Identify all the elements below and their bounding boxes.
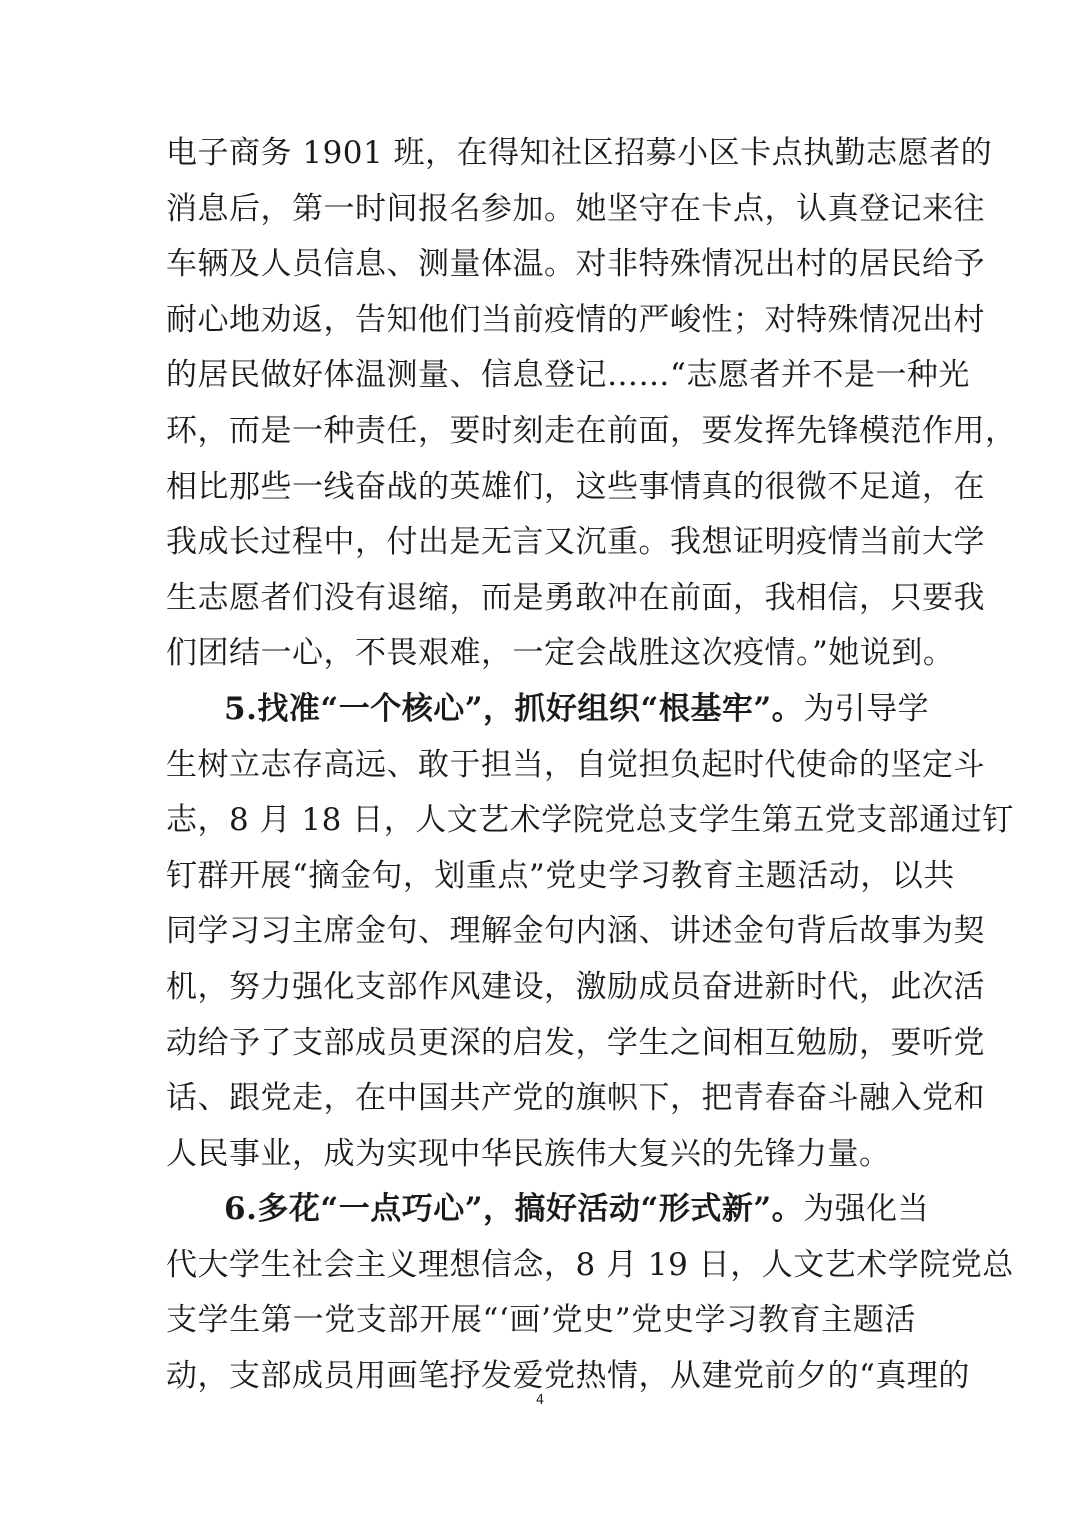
text-line: 消息后，第一时间报名参加。她坚守在卡点，认真登记来往 xyxy=(166,190,985,227)
text-line: 动，支部成员用画笔抒发爱党热情，从建党前夕的“真理的 xyxy=(166,1358,970,1395)
text-line: 钉群开展“摘金句，划重点”党史学习教育主题活动，以共 xyxy=(166,857,955,894)
text-line: 代大学生社会主义理想信念，8 月 19 日，人文艺术学院党总 xyxy=(166,1246,1014,1283)
section-text: 为强化当 xyxy=(803,1191,930,1228)
section-heading: 5.找准“一个核心”，抓好组织“根基牢”。 xyxy=(224,690,804,727)
text-line: 环，而是一种责任，要时刻走在前面，要发挥先锋模范作用， xyxy=(166,412,1017,449)
text-line: 志，8 月 18 日，人文艺术学院党总支学生第五党支部通过钉 xyxy=(166,802,1014,839)
text-line: 相比那些一线奋战的英雄们，这些事情真的很微不足道，在 xyxy=(166,468,985,505)
text-line: 生志愿者们没有退缩，而是勇敢冲在前面，我相信，只要我 xyxy=(166,579,985,616)
text-line: 我成长过程中，付出是无言又沉重。我想证明疫情当前大学 xyxy=(166,524,985,561)
section-heading-line xyxy=(166,1182,930,1238)
text-line: 电子商务 1901 班，在得知社区招募小区卡点执勤志愿者的 xyxy=(166,135,993,171)
text-line: 的居民做好体温测量、信息登记……“志愿者并不是一种光 xyxy=(166,357,970,394)
text-line: 车辆及人员信息、测量体温。对非特殊情况出村的居民给予 xyxy=(166,246,985,283)
text-line: 耐心地劝返，告知他们当前疫情的严峻性；对特殊情况出村 xyxy=(166,301,985,338)
section-heading-line xyxy=(166,682,930,738)
text-line: 们团结一心，不畏艰难，一定会战胜这次疫情。”她说到。 xyxy=(166,635,955,672)
text-line: 生树立志存高远、敢于担当，自觉担负起时代使命的坚定斗 xyxy=(166,746,985,783)
page-number: 4 xyxy=(535,1393,545,1408)
text-line: 人民事业，成为实现中华民族伟大复兴的先锋力量。 xyxy=(166,1135,891,1172)
text-line: 动给予了支部成员更深的启发，学生之间相互勉励，要听党 xyxy=(166,1024,985,1061)
text-line: 同学习习主席金句、理解金句内涵、讲述金句背后故事为契 xyxy=(166,913,985,950)
text-line: 支学生第一党支部开展“‘画’党史”党史学习教育主题活 xyxy=(166,1302,916,1339)
section-text: 为引导学 xyxy=(803,690,930,727)
text-line: 话、跟党走，在中国共产党的旗帜下，把青春奋斗融入党和 xyxy=(166,1080,985,1117)
text-line: 机，努力强化支部作风建设，激励成员奋进新时代，此次活 xyxy=(166,968,985,1005)
section-heading: 6.多花“一点巧心”，搞好活动“形式新”。 xyxy=(224,1191,804,1228)
document-body xyxy=(166,126,1017,1405)
